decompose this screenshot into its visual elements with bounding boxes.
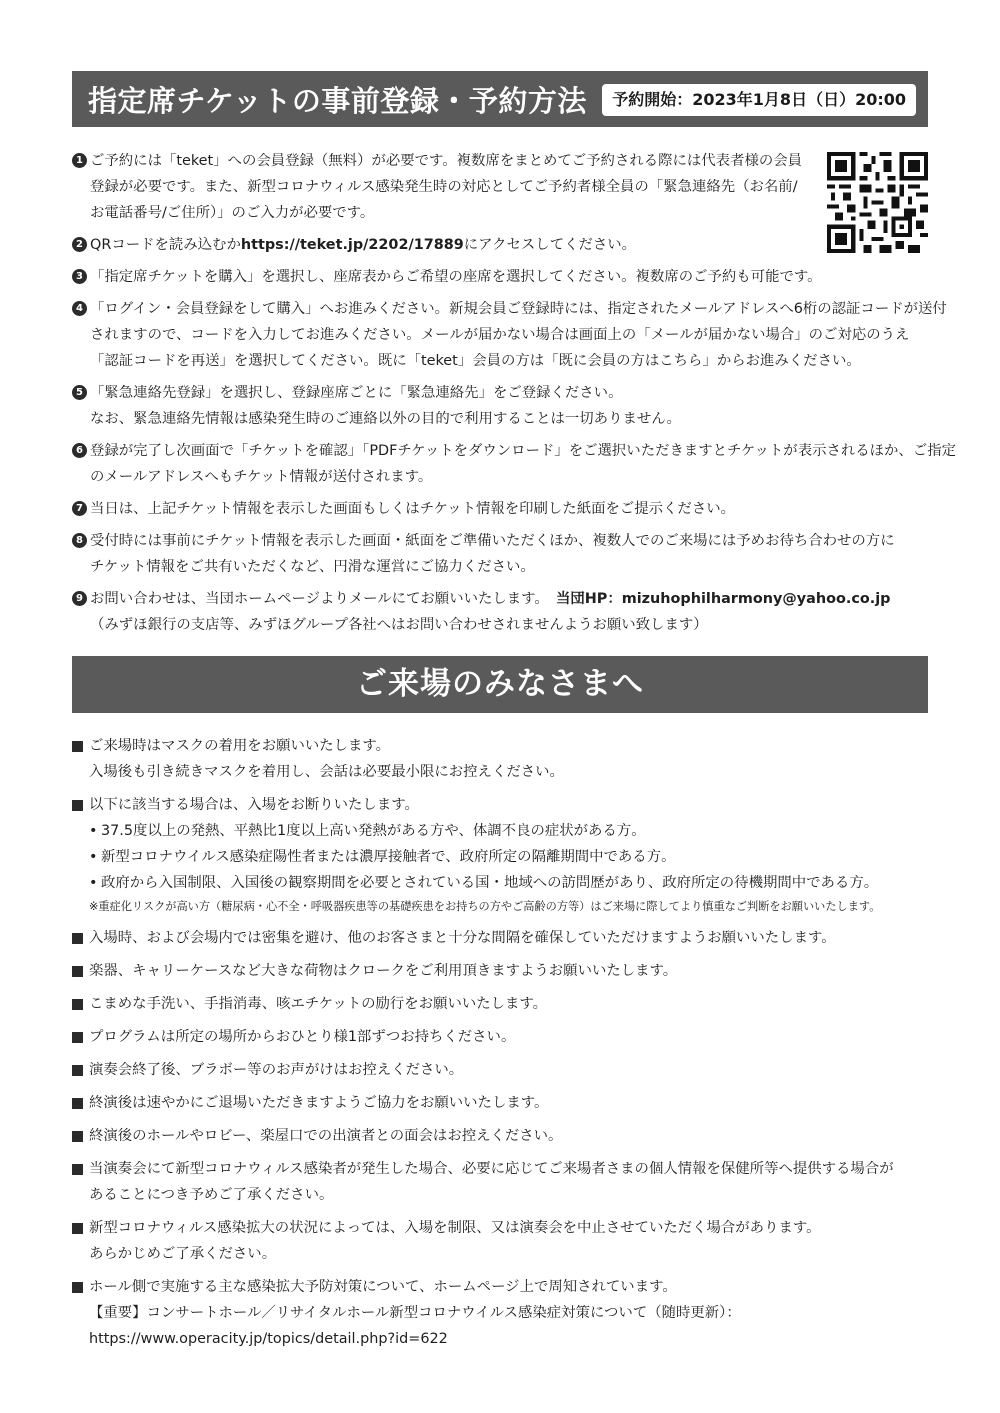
step-text: チケット情報をご共有いただくなど、円滑な運営にご協力ください。 <box>90 559 535 575</box>
section-title: 指定席チケットの事前登録・予約方法 <box>88 84 587 118</box>
step-number: 1 <box>72 153 87 168</box>
sub-bullet: • 37.5度以上の発熱、平熱比1度以上高い発熱がある方や、体調不良の症状がある方。 <box>89 823 646 839</box>
step-text: ご予約には「teket」への会員登録（無料）が必要です。複数席をまとめてご予約される際には代表者様の会員 <box>90 153 803 169</box>
step-text: 「緊急連絡先登録」を選択し、登録座席ごとに「緊急連絡先」をご登録ください。 <box>90 385 623 401</box>
square-bullet-icon <box>72 999 83 1010</box>
square-bullet-icon <box>72 1223 83 1234</box>
step-text: （みずほ銀行の支店等、みずほグループ各社へはお問い合わせされませんようお願い致します） <box>90 617 708 633</box>
note-text: 終演後のホールやロビー、楽屋口での出演者との面会はお控えください。 <box>89 1128 563 1144</box>
square-bullet-icon <box>72 933 83 944</box>
note-text: 以下に該当する場合は、入場をお断りいたします。 <box>89 797 419 813</box>
step-5 <box>72 380 932 432</box>
note-text: 入場後も引き続きマスクを着用し、会話は必要最小限にお控えください。 <box>89 764 564 780</box>
square-bullet-icon <box>72 1282 83 1293</box>
step-number: 2 <box>72 237 87 252</box>
step-text: 当日は、上記チケット情報を表示した画面もしくはチケット情報を印刷した紙面をご提示ください。 <box>90 501 735 517</box>
step-9 <box>72 586 932 638</box>
step-text: 「認証コードを再送」を選択してください。既に「teket」会員の方は「既に会員の方はこちら」からお進みください。 <box>90 353 861 369</box>
reservation-steps <box>72 148 956 644</box>
note-text: ホール側で実施する主な感染拡大予防対策について、ホームページ上で周知されています。 <box>89 1279 677 1295</box>
square-bullet-icon <box>72 1164 83 1175</box>
note-item <box>72 1123 932 1149</box>
step-number: 8 <box>72 533 87 548</box>
step-text: お問い合わせは、当団ホームページよりメールにてお願いいたします。 <box>90 591 556 607</box>
square-bullet-icon <box>72 741 83 752</box>
step-8 <box>72 528 932 580</box>
step-text: 「ログイン・会員登録をして購入」へお進みください。新規会員ご登録時には、指定されたメールアドレスへ6桁の認証コードが送付 <box>90 301 947 317</box>
note-text: 入場時、および会場内では密集を避け、他のお客さまと十分な間隔を確保していただけますようお願いいたします。 <box>89 930 836 946</box>
note-text: 終演後は速やかにご退場いただきますようご協力をお願いいたします。 <box>89 1095 549 1111</box>
note-item <box>72 1090 932 1116</box>
note-item <box>72 1156 932 1208</box>
note-item <box>72 991 932 1017</box>
square-bullet-icon <box>72 1098 83 1109</box>
step-text: 登録が必要です。また、新型コロナウィルス感染発生時の対応としてご予約者様全員の「緊急連絡先（お名前/ <box>90 179 798 195</box>
square-bullet-icon <box>72 1131 83 1142</box>
step-text: のメールアドレスへもチケット情報が送付されます。 <box>90 469 433 485</box>
section-title: ご来場のみなさまへ <box>356 666 644 702</box>
square-bullet-icon <box>72 1032 83 1043</box>
note-item <box>72 792 932 918</box>
note-text: こまめな手洗い、手指消毒、咳エチケットの励行をお願いいたします。 <box>89 996 548 1012</box>
square-bullet-icon <box>72 800 83 811</box>
note-item <box>72 1215 932 1267</box>
note-text: プログラムは所定の場所からおひとり様1部ずつお持ちください。 <box>89 1029 516 1045</box>
sub-bullet: • 新型コロナウイルス感染症陽性者または濃厚接触者で、政府所定の隔離期間中である方。 <box>89 849 676 865</box>
note-item <box>72 733 932 785</box>
operacity-url-link[interactable]: https://www.operacity.jp/topics/detail.php?id=622 <box>89 1331 448 1347</box>
step-4 <box>72 296 947 374</box>
note-item <box>72 1274 932 1352</box>
teket-url-link[interactable]: https://teket.jp/2202/17889 <box>240 237 464 253</box>
section-header-visitors <box>72 656 928 713</box>
step-2 <box>72 232 932 258</box>
section-header-ticket <box>72 71 928 127</box>
step-3 <box>72 264 932 290</box>
step-number: 5 <box>72 385 87 400</box>
step-text: お電話番号/ご住所）」のご入力が必要です。 <box>90 205 375 221</box>
sub-bullet: • 政府から入国制限、入国後の観察期間を必要とされている国・地域への訪問歴があり、政府所定の待機期間中である方。 <box>89 875 879 891</box>
contact-email-link[interactable]: 当団HP：mizuhophilharmony@yahoo.co.jp <box>555 591 891 607</box>
note-text: 楽器、キャリーケースなど大きな荷物はクロークをご利用頂きますようお願いいたします。 <box>89 963 678 979</box>
note-item <box>72 958 932 984</box>
note-text: 【重要】コンサートホール／リサイタルホール新型コロナウイルス感染症対策について（随時更新）： <box>89 1305 741 1321</box>
step-number: 4 <box>72 301 87 316</box>
visitor-notes <box>72 733 932 1359</box>
step-text: 受付時には事前にチケット情報を表示した画面・紙面をご準備いただくほか、複数人でのご来場には予めお待ち合わせの方に <box>90 533 895 549</box>
note-text: あらかじめご了承ください。 <box>89 1246 277 1262</box>
step-text: にアクセスしてください。 <box>463 237 637 253</box>
step-number: 3 <box>72 269 87 284</box>
step-6 <box>72 438 956 490</box>
note-text: ご来場時はマスクの着用をお願いいたします。 <box>89 738 391 754</box>
note-item <box>72 1024 932 1050</box>
note-text: 演奏会終了後、ブラボー等のお声がけはお控えください。 <box>89 1062 464 1078</box>
square-bullet-icon <box>72 1065 83 1076</box>
step-7 <box>72 496 932 522</box>
note-text: 新型コロナウィルス感染拡大の状況によっては、入場を制限、又は演奏会を中止させていただく場合があります。 <box>89 1220 821 1236</box>
step-text: されますので、コードを入力してお進みください。メールが届かない場合は画面上の「メールが届かない場合」のご対応のうえ <box>90 327 910 343</box>
step-text: 登録が完了し次画面で「チケットを確認」「PDFチケットをダウンロード」をご選択いただきますとチケットが表示されるほか、ご指定 <box>90 443 956 459</box>
square-bullet-icon <box>72 966 83 977</box>
note-item <box>72 1057 932 1083</box>
step-number: 6 <box>72 443 87 458</box>
step-text: なお、緊急連絡先情報は感染発生時のご連絡以外の目的で利用することは一切ありません。 <box>90 411 681 427</box>
step-number: 7 <box>72 501 87 516</box>
note-item <box>72 925 932 951</box>
footnote: ※重症化リスクが高い方（糖尿病・心不全・呼吸器疾患等の基礎疾患をお持ちの方やご高齢の方等）はご来場に際してより慎重なご判断をお願いいたします。 <box>89 900 881 913</box>
step-1 <box>72 148 932 226</box>
reservation-start-badge: 予約開始：2023年1月8日（日）20:00 <box>602 84 916 116</box>
note-text: あることにつき予めご了承ください。 <box>89 1187 334 1203</box>
step-text: 「指定席チケットを購入」を選択し、座席表からご希望の座席を選択してください。複数席のご予約も可能です。 <box>90 269 822 285</box>
note-text: 当演奏会にて新型コロナウィルス感染者が発生した場合、必要に応じてご来場者さまの個人情報を保健所等へ提供する場合が <box>89 1161 894 1177</box>
step-text: QRコードを読み込むか <box>90 237 241 253</box>
step-number: 9 <box>72 591 87 606</box>
